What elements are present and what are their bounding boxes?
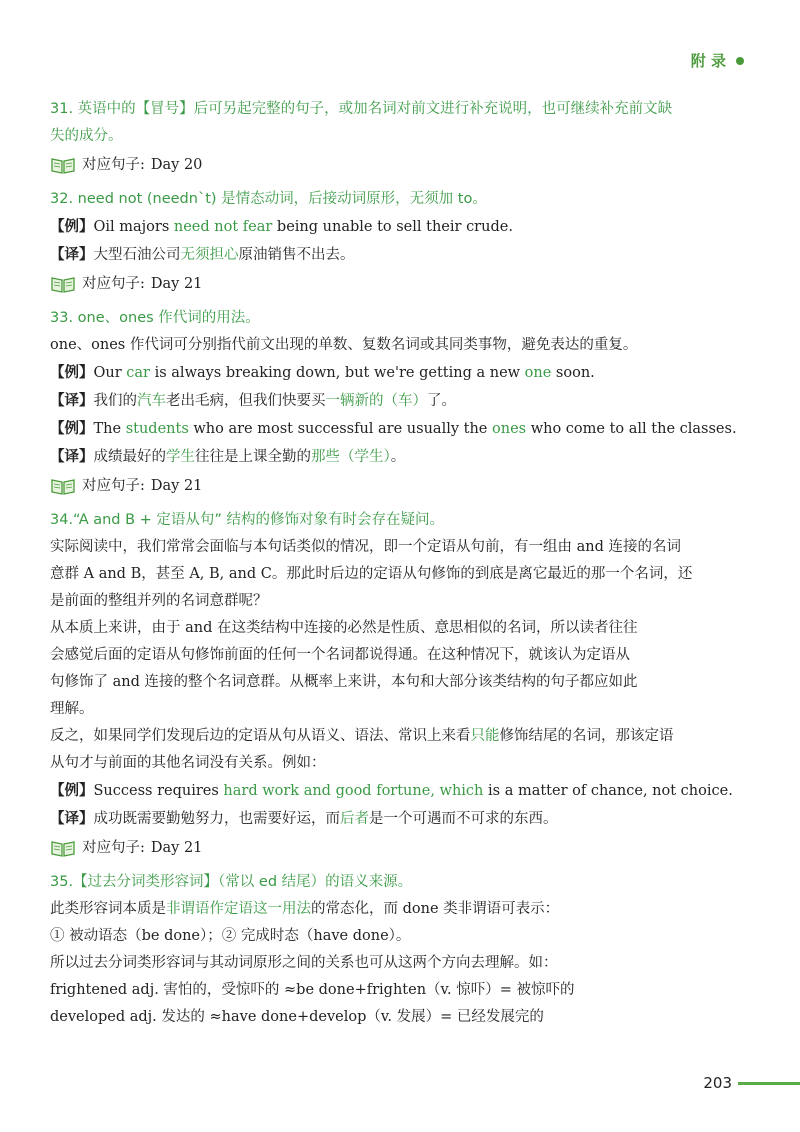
header-section-label: 附 录 xyxy=(690,52,726,70)
translation-highlight: 一辆新的（车） xyxy=(325,393,427,409)
section-35-line3: 所以过去分词类形容词与其动词原形之间的关系也可从这两个方向去理解。如： xyxy=(50,955,558,971)
translation-text: 。 xyxy=(390,449,406,465)
example-text: Our xyxy=(93,365,127,381)
section-35-title: 35.【过去分词类形容词】（常以 ed 结尾）的语义来源。 xyxy=(50,874,413,890)
section-34-translation xyxy=(50,805,740,833)
section-34-paragraph-2-line4: 理解。 xyxy=(50,701,94,717)
translation-highlight: 学生 xyxy=(166,449,195,465)
page-number: 203 xyxy=(703,1074,732,1092)
example-text: soon. xyxy=(551,365,595,381)
example-text: The xyxy=(93,421,126,437)
section-33 xyxy=(50,305,740,501)
book-icon xyxy=(50,838,76,858)
reference-prefix: 对应句子: xyxy=(82,840,145,856)
paragraph-text: 此类形容词本质是 xyxy=(50,901,166,917)
example-tag: 【例】 xyxy=(50,420,94,437)
section-31-reference xyxy=(50,150,740,180)
paragraph-text: 反之，如果同学们发现后边的定语从句从语义、语法、常识上来看 xyxy=(50,728,471,744)
footer-rule xyxy=(738,1082,800,1085)
section-34-paragraph-1-line2: 意群 A and B，甚至 A, B, and C。那此时后边的定语从句修饰的到底是离它最近的那一个名词，还 xyxy=(50,566,693,582)
section-32-example xyxy=(50,213,740,241)
paragraph-highlight: 只能 xyxy=(470,728,500,744)
book-icon xyxy=(50,274,76,294)
section-34-reference xyxy=(50,833,740,863)
section-34-paragraph-1-line3: 是前面的整组并列的名词意群呢？ xyxy=(50,593,268,609)
section-33-reference xyxy=(50,471,740,501)
section-33-example-2 xyxy=(50,415,740,443)
translation-text: 成绩最好的 xyxy=(93,449,166,465)
translation-highlight: 汽车 xyxy=(137,393,166,409)
translation-text: 大型石油公司 xyxy=(93,247,181,263)
page-header xyxy=(691,50,744,71)
reference-day: Day 21 xyxy=(150,276,203,292)
translation-tag: 【译】 xyxy=(50,448,94,465)
example-text: being unable to sell their crude. xyxy=(272,219,513,235)
section-35-line5: developed adj. 发达的 ≈have done+develop（v. 发展）= 已经发展完的 xyxy=(50,1009,544,1025)
example-highlight: hard work and good fortune, which xyxy=(223,783,484,799)
header-dot-icon xyxy=(736,57,744,65)
example-highlight: one xyxy=(524,365,552,381)
example-text: who come to all the classes. xyxy=(526,421,737,437)
translation-text: 成功既需要勤勉努力，也需要好运，而 xyxy=(93,811,340,827)
book-icon xyxy=(50,476,76,496)
section-35-line2: ① 被动语态（be done）；② 完成时态（have done）。 xyxy=(50,928,411,944)
section-34-paragraph-1-line1: 实际阅读中，我们常常会面临与本句话类似的情况，即一个定语从句前，有一组由 and 连接的名词 xyxy=(50,539,681,555)
section-34-paragraph-2-line2: 会感觉后面的定语从句修饰前面的任何一个名词都说得通。在这种情况下，就该认为定语从 xyxy=(50,647,630,663)
section-35 xyxy=(50,869,740,1031)
translation-highlight: 那些（学生） xyxy=(311,449,391,465)
section-33-intro: one、ones 作代词可分别指代前文出现的单数、复数名词或其同类事物，避免表达的重复。 xyxy=(50,337,638,353)
section-33-translation-2 xyxy=(50,443,740,471)
translation-highlight: 后者 xyxy=(340,811,369,827)
section-33-title: 33. one、ones 作代词的用法。 xyxy=(50,310,260,326)
reference-day: Day 20 xyxy=(150,157,203,173)
translation-tag: 【译】 xyxy=(50,246,94,263)
example-tag: 【例】 xyxy=(50,218,94,235)
example-text: Oil majors xyxy=(93,219,174,235)
example-highlight: car xyxy=(126,365,150,381)
section-34-paragraph-3-line1 xyxy=(50,723,740,750)
section-33-example-1 xyxy=(50,359,740,387)
paragraph-highlight: 非谓语作定语这一用法 xyxy=(166,901,311,917)
section-33-translation-1 xyxy=(50,387,740,415)
section-31-title-line1: 31. 英语中的【冒号】后可另起完整的句子，或加名词对前文进行补充说明，也可继续补充前文缺 xyxy=(50,101,673,117)
section-31 xyxy=(50,96,740,180)
section-35-line1 xyxy=(50,896,740,923)
translation-tag: 【译】 xyxy=(50,392,94,409)
translation-highlight: 无须担心 xyxy=(180,247,239,263)
reference-day: Day 21 xyxy=(150,478,203,494)
reference-day: Day 21 xyxy=(150,840,203,856)
translation-text: 了。 xyxy=(427,393,456,409)
section-34-paragraph-2-line3: 句修饰了 and 连接的整个名词意群。从概率上来讲，本句和大部分该类结构的句子都应如此 xyxy=(50,674,638,690)
section-34-paragraph-3-line2: 从句才与前面的其他名词没有关系。例如： xyxy=(50,755,326,771)
example-highlight: ones xyxy=(492,421,527,437)
section-34-title: 34.“A and B + 定语从句” 结构的修饰对象有时会存在疑问。 xyxy=(50,512,445,528)
paragraph-text: 修饰结尾的名词，那该定语 xyxy=(499,728,674,744)
example-text: is always breaking down, but we're getting a new xyxy=(149,365,525,381)
section-31-title-line2: 失的成分。 xyxy=(50,128,123,144)
example-text: who are most successful are usually the xyxy=(188,421,492,437)
section-34-example xyxy=(50,777,740,805)
reference-prefix: 对应句子: xyxy=(82,276,145,292)
translation-text: 往往是上课全勤的 xyxy=(195,449,311,465)
example-highlight: students xyxy=(125,421,189,437)
section-32-reference xyxy=(50,269,740,299)
reference-prefix: 对应句子: xyxy=(82,478,145,494)
translation-text: 是一个可遇而不可求的东西。 xyxy=(369,811,558,827)
translation-text: 我们的 xyxy=(93,393,137,409)
page-footer xyxy=(703,1074,800,1092)
section-32-title: 32. need not (needn`t) 是情态动词，后接动词原形，无须加 to。 xyxy=(50,191,487,207)
example-tag: 【例】 xyxy=(50,782,94,799)
section-34-paragraph-2-line1: 从本质上来讲，由于 and 在这类结构中连接的必然是性质、意思相似的名词，所以读者往往 xyxy=(50,620,638,636)
section-34 xyxy=(50,507,740,863)
book-icon xyxy=(50,155,76,175)
example-text: is a matter of chance, not choice. xyxy=(483,783,733,799)
example-highlight: need not fear xyxy=(173,219,273,235)
page-content xyxy=(50,92,740,1031)
translation-text: 原油销售不出去。 xyxy=(238,247,355,263)
translation-text: 老出毛病，但我们快要买 xyxy=(166,393,326,409)
section-35-line4: frightened adj. 害怕的，受惊吓的 ≈be done+frighten（v. 惊吓）= 被惊吓的 xyxy=(50,982,575,998)
section-32-translation xyxy=(50,241,740,269)
section-32 xyxy=(50,186,740,299)
paragraph-text: 的常态化，而 done 类非谓语可表示： xyxy=(311,901,560,917)
example-text: Success requires xyxy=(93,783,224,799)
translation-tag: 【译】 xyxy=(50,810,94,827)
reference-prefix: 对应句子: xyxy=(82,157,145,173)
example-tag: 【例】 xyxy=(50,364,94,381)
